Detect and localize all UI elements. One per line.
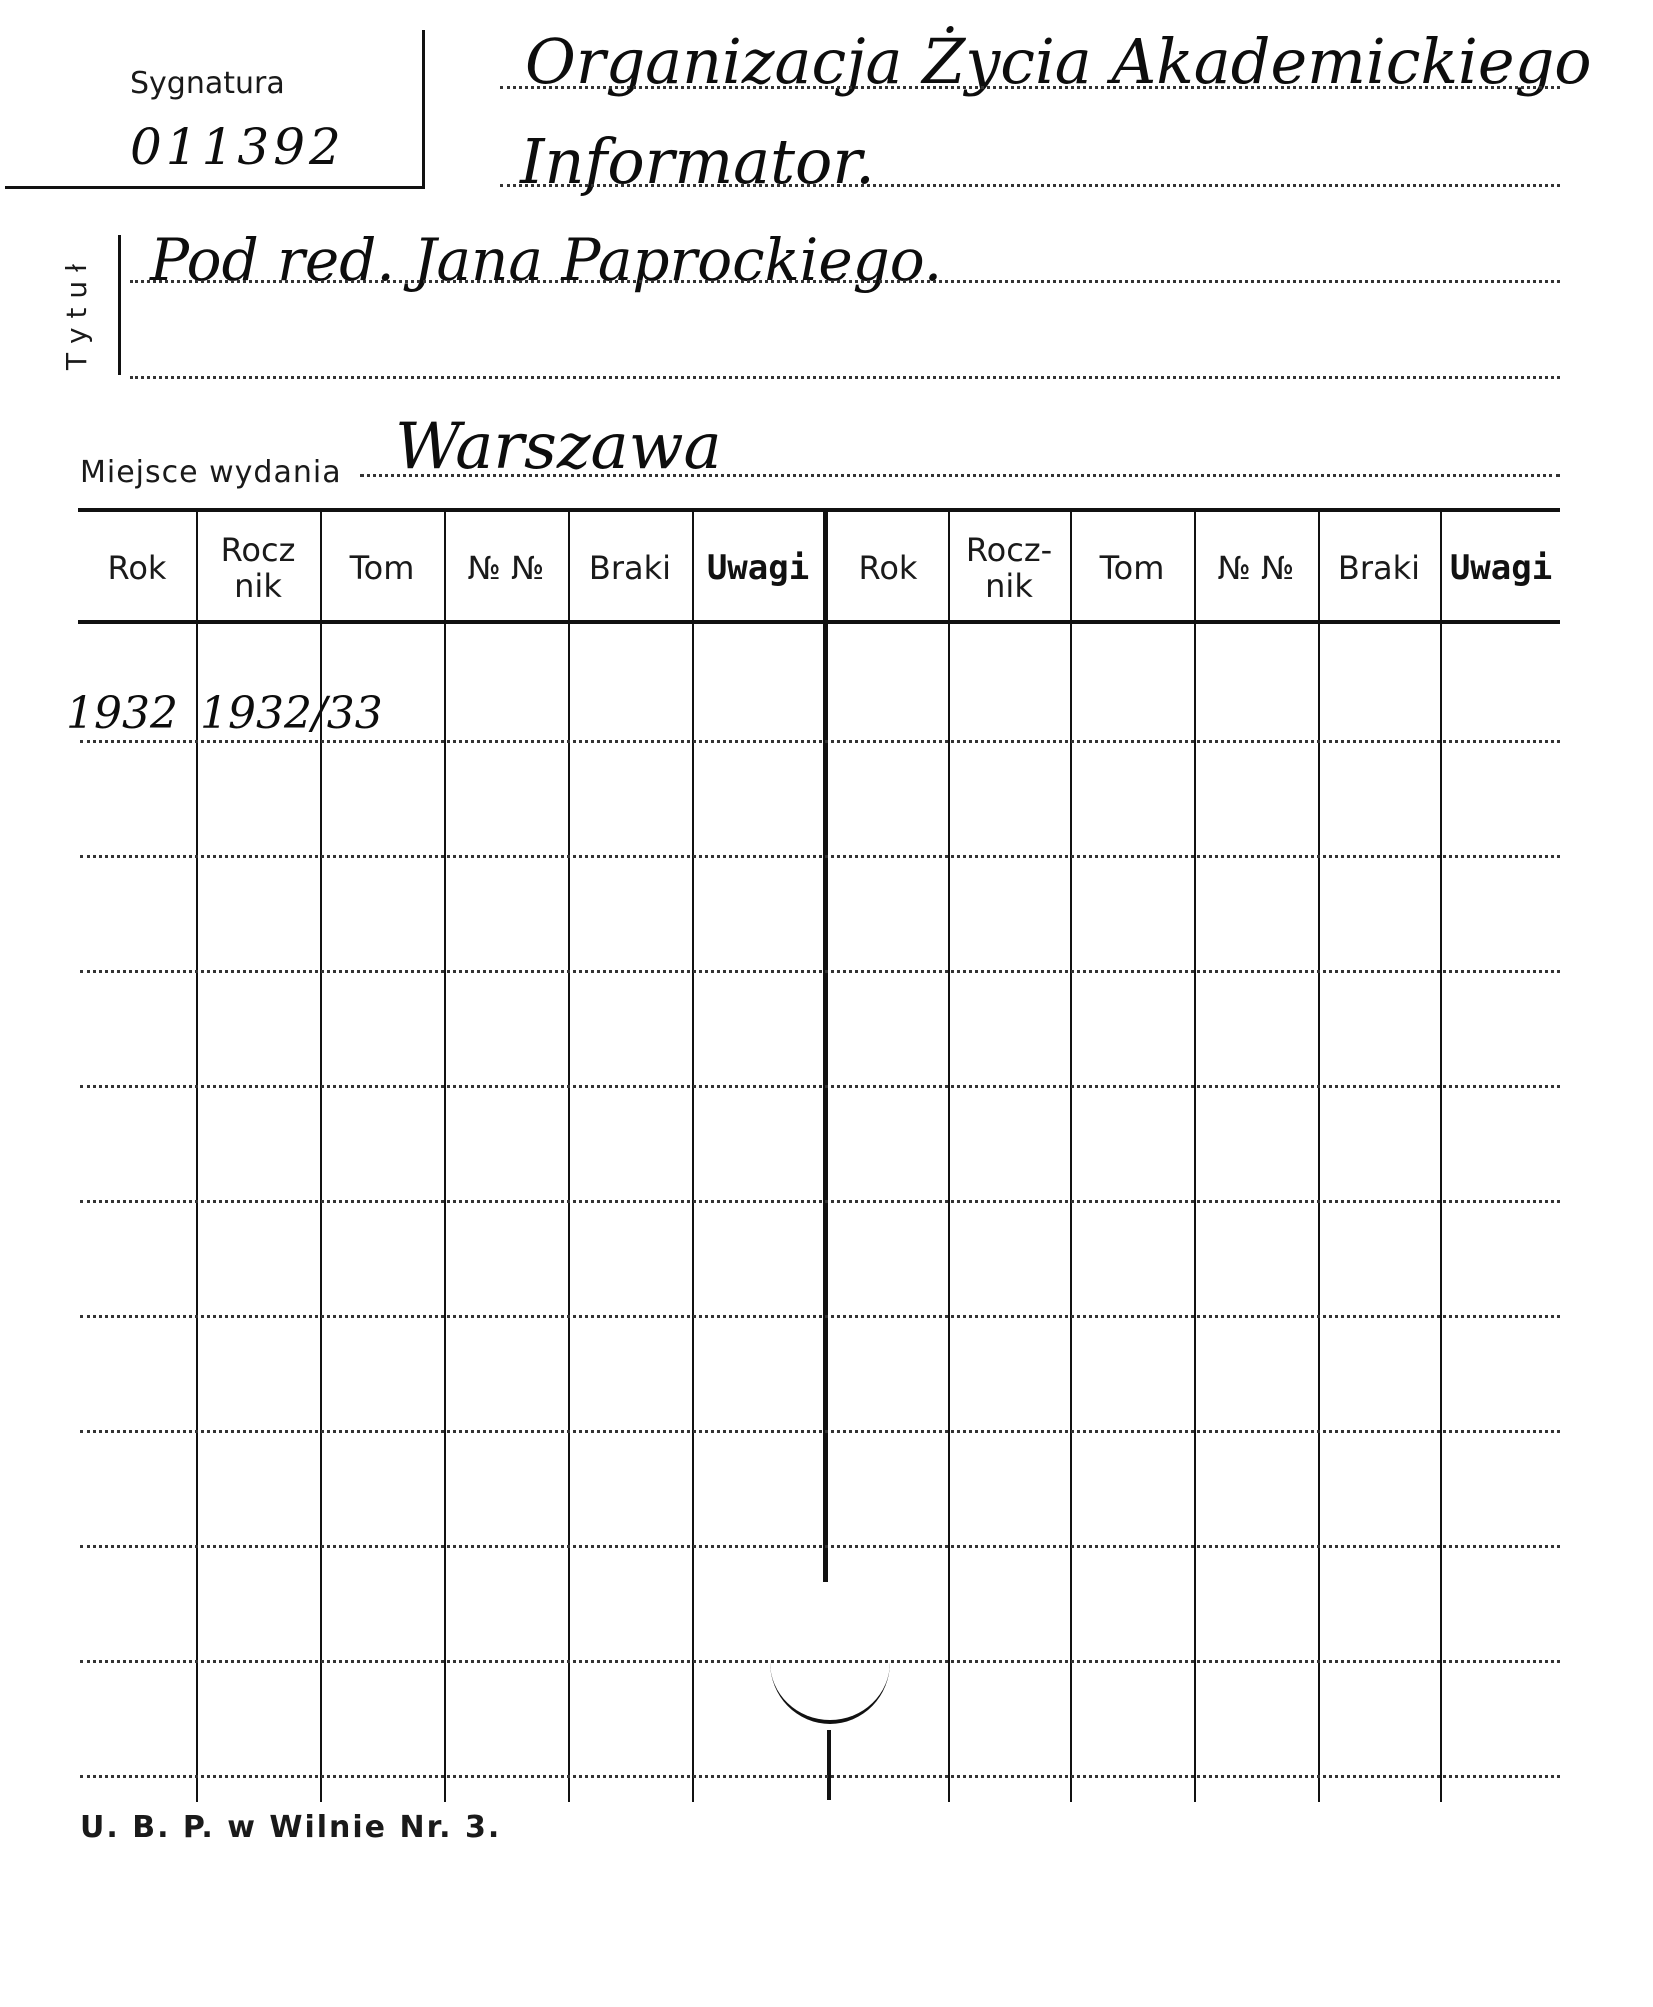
header-uwagi-right: Uwagi <box>1449 548 1553 588</box>
row-line-6 <box>80 1315 1560 1318</box>
col-rule-1 <box>196 512 198 1802</box>
header-numery-right: № № <box>1217 549 1295 587</box>
miejsce-value: Warszawa <box>395 410 722 484</box>
miejsce-dots <box>360 474 1560 477</box>
title-line1: Organizacja Życia Akademickiego <box>525 25 1592 98</box>
row-line-10 <box>80 1775 1560 1778</box>
table-header-rule <box>78 620 1560 624</box>
tytul-line1-dots <box>130 280 1560 283</box>
row-line-9 <box>80 1660 1560 1663</box>
col-rule-11 <box>1440 512 1442 1802</box>
header-rocznik-left: Rocz nik <box>220 531 296 605</box>
tytul-line2-dots <box>130 376 1560 379</box>
header-rok-left: Rok <box>107 549 167 587</box>
center-divider-bottom <box>827 1730 831 1800</box>
row1-rocznik: 1932/33 <box>200 688 383 739</box>
col-rule-5 <box>692 512 694 1802</box>
col-rule-10 <box>1318 512 1320 1802</box>
miejsce-label: Miejsce wydania <box>80 455 342 490</box>
sygnatura-value: 011392 <box>130 118 345 176</box>
title-line2: Informator. <box>520 125 875 198</box>
row-line-1 <box>80 740 1560 743</box>
table-top-rule <box>78 508 1560 512</box>
row-line-4 <box>80 1085 1560 1088</box>
header-uwagi-left: Uwagi <box>706 548 810 588</box>
center-divider <box>823 512 828 1582</box>
col-rule-3 <box>444 512 446 1802</box>
header-tom-right: Tom <box>1099 549 1165 587</box>
row-line-5 <box>80 1200 1560 1203</box>
sygnatura-box-bottom <box>5 186 425 189</box>
footer-imprint: U. B. P. w Wilnie Nr. 3. <box>80 1810 502 1845</box>
header-rocznik-right: Rocz- nik <box>965 531 1053 605</box>
title-line2-dots <box>500 184 1560 187</box>
col-rule-4 <box>568 512 570 1802</box>
row-line-7 <box>80 1430 1560 1433</box>
title-line1-dots <box>500 86 1560 89</box>
header-numery-left: № № <box>467 549 545 587</box>
col-rule-7 <box>948 512 950 1802</box>
row-line-8 <box>80 1545 1560 1548</box>
col-rule-9 <box>1194 512 1196 1802</box>
tytul-label: T y t u ł <box>60 264 93 370</box>
row-line-2 <box>80 855 1560 858</box>
row1-rok: 1932 <box>66 688 178 739</box>
tytul-bracket <box>118 235 121 375</box>
col-rule-8 <box>1070 512 1072 1802</box>
sygnatura-box-right <box>422 30 425 188</box>
sygnatura-label: Sygnatura <box>130 66 285 101</box>
header-braki-right: Braki <box>1337 549 1421 587</box>
tytul-line1: Pod red. Jana Paprockiego. <box>150 226 943 294</box>
header-braki-left: Braki <box>588 549 672 587</box>
header-rok-right: Rok <box>858 549 918 587</box>
header-tom-left: Tom <box>349 549 415 587</box>
row-line-3 <box>80 970 1560 973</box>
